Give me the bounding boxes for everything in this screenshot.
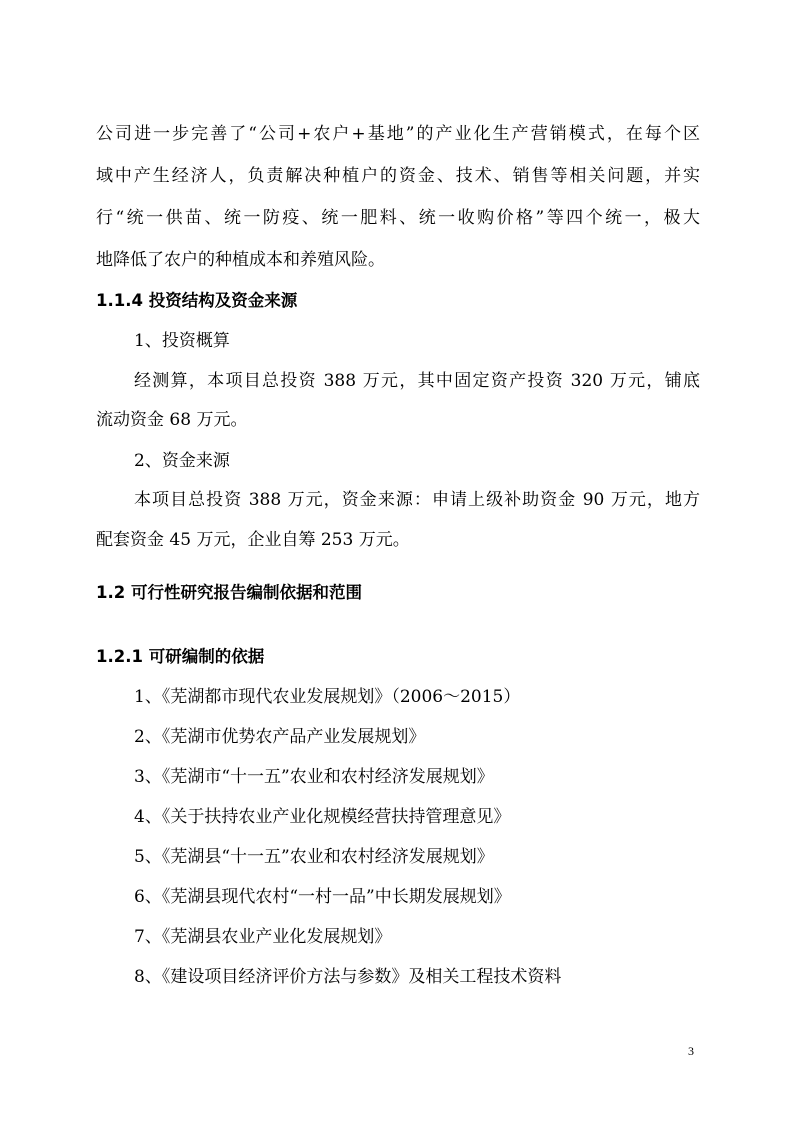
list-item: 3、《芜湖市“十一五”农业和农村经济发展规划》 <box>134 767 494 787</box>
paragraph-line: 流动资金 68 万元。 <box>96 410 248 430</box>
section-heading-1-2: 1.2 可行性研究报告编制依据和范围 <box>96 583 362 602</box>
paragraph-line: 行“统一供苗、统一防疫、统一肥料、统一收购价格”等四个统一，极大 <box>96 208 700 228</box>
list-item: 5、《芜湖县“十一五”农业和农村经济发展规划》 <box>134 847 494 867</box>
paragraph-line: 经测算，本项目总投资 388 万元，其中固定资产投资 320 万元，铺底 <box>134 371 700 391</box>
paragraph-line: 本项目总投资 388 万元，资金来源：申请上级补助资金 90 万元，地方 <box>134 490 700 510</box>
paragraph-line: 公司进一步完善了“公司+农户+基地”的产业化生产营销模式，在每个区 <box>96 124 700 144</box>
subsection-title: 2、资金来源 <box>134 451 230 471</box>
paragraph-line: 域中产生经济人，负责解决种植户的资金、技术、销售等相关问题，并实 <box>96 166 700 186</box>
paragraph-line: 配套资金 45 万元，企业自筹 253 万元。 <box>96 530 410 550</box>
page-number: 3 <box>688 1044 694 1058</box>
list-item: 7、《芜湖县农业产业化发展规划》 <box>134 927 392 947</box>
section-heading-1-1-4: 1.1.4 投资结构及资金来源 <box>96 291 298 310</box>
list-item: 2、《芜湖市优势农产品产业发展规划》 <box>134 727 426 747</box>
list-item: 8、《建设项目经济评价方法与参数》及相关工程技术资料 <box>134 967 562 987</box>
paragraph-line: 地降低了农户的种植成本和养殖风险。 <box>96 250 385 270</box>
subsection-title: 1、投资概算 <box>134 331 230 351</box>
list-item: 1、《芜湖都市现代农业发展规划》（2006～2015） <box>134 687 521 707</box>
list-item: 4、《关于扶持农业产业化规模经营扶持管理意见》 <box>134 807 511 827</box>
section-heading-1-2-1: 1.2.1 可研编制的依据 <box>96 647 265 666</box>
list-item: 6、《芜湖县现代农村“一村一品”中长期发展规划》 <box>134 887 511 907</box>
